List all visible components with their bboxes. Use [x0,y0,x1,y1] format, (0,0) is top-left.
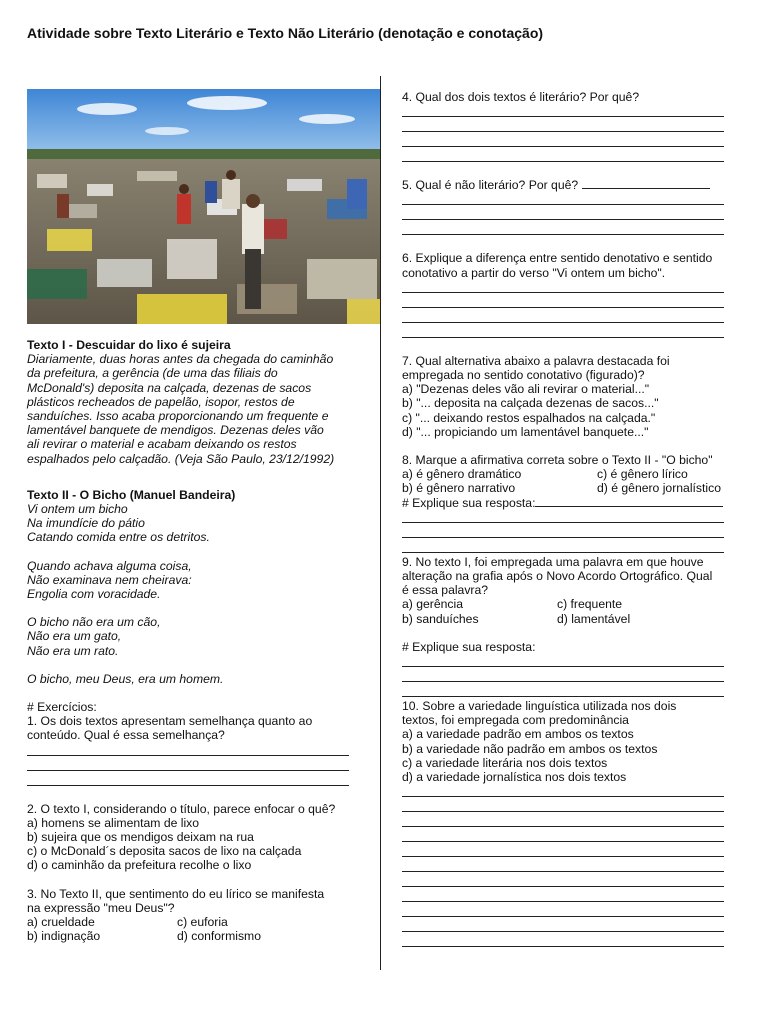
q8-option[interactable]: a) é gênero dramático [402,467,522,482]
q3-option[interactable]: c) euforia [177,915,228,930]
poem-line: O bicho, meu Deus, era um homem. [27,671,224,686]
answer-line[interactable] [402,784,724,797]
q1-text: conteúdo. Qual é essa semelhança? [27,728,225,743]
texto1-line: ali revirar o material e acabam deixando os restos [27,437,297,452]
q6-text: conotativo a partir do verso "Vi ontem um bicho". [402,265,666,280]
texto1-line: plásticos recheados de papelão, isopor, restos de [27,394,295,409]
answer-line[interactable] [402,814,724,827]
q9-option[interactable]: b) sanduíches [402,611,479,626]
texto2-heading: Texto II - O Bicho (Manuel Bandeira) [27,487,236,502]
answer-line[interactable] [402,310,724,323]
poem-line: Catando comida entre os detritos. [27,530,210,545]
answer-line[interactable] [402,874,724,887]
q8-option[interactable]: c) é gênero lírico [597,467,688,482]
answer-line[interactable] [535,496,723,507]
q3-option[interactable]: b) indignação [27,929,101,944]
q4-text: 4. Qual dos dois textos é literário? Por quê? [402,90,640,104]
q10-text: textos, foi empregada com predominância [402,713,629,728]
q8-explain-label: # Explique sua resposta: [402,495,536,510]
answer-line[interactable] [402,295,724,308]
q10-option[interactable]: b) a variedade não padrão em ambos os textos [402,741,658,756]
left-column [27,338,367,944]
q9-explain-label: # Explique sua resposta: [402,639,536,654]
q1-text: 1. Os dois textos apresentam semelhança quanto ao [27,714,313,729]
q2-option[interactable]: d) o caminhão da prefeitura recolhe o lixo [27,858,252,873]
answer-line[interactable] [402,859,724,872]
answer-line[interactable] [402,104,724,117]
q5-text: 5. Qual é não literário? Por quê? [402,178,579,193]
q2-option[interactable]: a) homens se alimentam de lixo [27,815,200,830]
q9-text: 9. No texto I, foi empregada uma palavra em que houve [402,554,704,569]
texto1-line: da prefeitura, a gerência (de uma das filiais do [27,366,278,381]
column-divider [380,76,381,970]
answer-line[interactable] [402,280,724,293]
q2-option[interactable]: c) o McDonald´s deposita sacos de lixo na calçada [27,844,302,859]
poem-line: Engolia com voracidade. [27,587,161,602]
q9-text: é essa palavra? [402,583,489,598]
exercises-label: # Exercícios: [27,700,97,715]
q10-option[interactable]: d) a variedade jornalística nos dois textos [402,770,627,785]
poem-line: Vi ontem um bicho [27,502,128,517]
answer-line[interactable] [402,540,724,553]
texto1-line: McDonald's) deposita na calçada, dezenas de sacos [27,380,312,395]
poem-line: Não examinava nem cheirava: [27,572,192,587]
q9-option[interactable]: d) lamentável [557,611,631,626]
answer-line[interactable] [402,654,724,667]
q3-option[interactable]: d) conformismo [177,929,261,944]
q3-option[interactable]: a) crueldade [27,915,95,930]
answer-line[interactable] [402,222,724,235]
answer-line[interactable] [402,684,724,697]
q2-text: 2. O texto I, considerando o título, parece enfocar o quê? [27,801,336,816]
answer-line[interactable] [402,525,724,538]
answer-line[interactable] [402,325,724,338]
page-title: Atividade sobre Texto Literário e Texto Não Literário (denotação e conotação) [27,25,544,41]
answer-line[interactable] [27,743,349,756]
q9-option[interactable]: c) frequente [557,597,623,612]
poem-line: Quando achava alguma coisa, [27,558,192,573]
answer-line[interactable] [402,829,724,842]
q8-option[interactable]: d) é gênero jornalístico [597,481,721,496]
poem-line: Na imundície do pátio [27,516,145,531]
answer-line[interactable] [402,669,724,682]
q7-option[interactable]: c) "... deixando restos espalhados na calçada." [402,410,656,425]
answer-line[interactable] [402,510,724,523]
right-column [402,90,737,949]
q9-text: alteração na grafia após o Novo Acordo Ortográfico. Qual [402,569,713,584]
answer-line[interactable] [402,134,724,147]
texto1-line: espalhados pelo calçadão. (Veja São Paulo, 23/12/1992) [27,451,335,466]
poem-line: Não era um rato. [27,643,119,658]
texto1-line: Diariamente, duas horas antes da chegada do caminhão [27,352,334,367]
texto1-line: lamentável banquete de mendigos. Dezenas deles vão [27,423,324,438]
answer-line[interactable] [402,889,724,902]
poem-line: O bicho não era um cão, [27,615,161,630]
q3-text: 3. No Texto II, que sentimento do eu lírico se manifesta [27,886,325,901]
answer-line[interactable] [402,192,724,205]
q7-option[interactable]: b) "... deposita na calçada dezenas de sacos..." [402,396,659,411]
landfill-photo-image [27,89,380,324]
q8-option[interactable]: b) é gênero narrativo [402,481,516,496]
q7-option[interactable]: a) "Dezenas deles vão ali revirar o material..." [402,382,650,397]
answer-line[interactable] [402,904,724,917]
answer-line[interactable] [27,758,349,771]
texto1-line: sanduíches. Isso acaba proporcionando um frequente e [27,409,329,424]
q9-option[interactable]: a) gerência [402,597,463,612]
answer-line[interactable] [402,119,724,132]
q7-text: 7. Qual alternativa abaixo a palavra destacada foi [402,353,670,368]
q8-text: 8. Marque a afirmativa correta sobre o Texto II - "O bicho" [402,453,713,468]
answer-line[interactable] [402,844,724,857]
answer-line[interactable] [402,799,724,812]
q10-option[interactable]: a) a variedade padrão em ambos os textos [402,727,634,742]
poem-line: Não era um gato, [27,629,122,644]
answer-line[interactable] [27,773,349,786]
q7-option[interactable]: d) "... propiciando um lamentável banquete..." [402,424,649,439]
q10-option[interactable]: c) a variedade literária nos dois textos [402,755,608,770]
landfill-photo [27,89,380,324]
q3-text: na expressão "meu Deus"? [27,900,175,915]
q6-text: 6. Explique a diferença entre sentido denotativo e sentido [402,251,713,266]
q7-text: empregada no sentido conotativo (figurado)? [402,368,645,383]
answer-line[interactable] [402,207,724,220]
answer-line[interactable] [402,149,724,162]
answer-line[interactable] [582,178,710,189]
answer-line[interactable] [402,919,724,932]
q10-text: 10. Sobre a variedade linguística utilizada nos dois [402,699,677,714]
texto1-heading: Texto I - Descuidar do lixo é sujeira [27,338,231,352]
answer-line[interactable] [402,934,724,947]
q2-option[interactable]: b) sujeira que os mendigos deixam na rua [27,830,254,845]
